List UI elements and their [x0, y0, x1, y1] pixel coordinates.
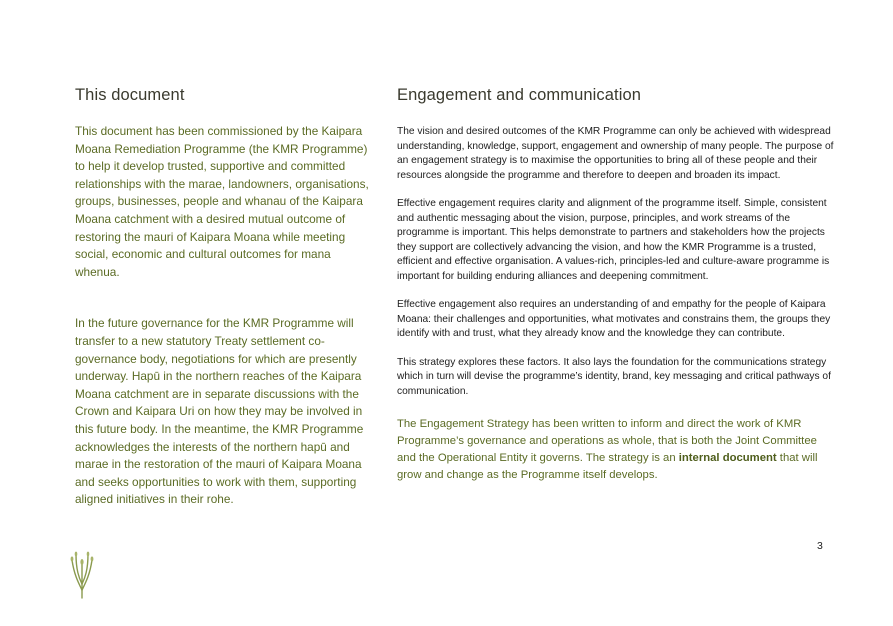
flax-plant-logo-icon	[68, 550, 96, 600]
closing-bold-text: internal document	[678, 452, 777, 464]
vision-paragraph: The vision and desired outcomes of the KMR Programme can only be achieved with widespread understanding, knowledge, support, engagement and ownership of many people. The purpose of an engagement strategy is to maximise the opportunities to bring all of these people and their resources alongside the programme and therefore to deepen and broaden its impact.	[397, 126, 834, 181]
closing-paragraph	[397, 416, 837, 484]
closing-text-start: The Engagement Strategy has been written to inform and direct the work of KMR Programme’s governance and operations as whole, that is both the Joint Committee and the Operational Entity it governs. The strategy is an	[397, 418, 817, 464]
this-document-heading: This document	[75, 86, 185, 104]
governance-paragraph: In the future governance for the KMR Programme will transfer to a new statutory Treaty settlement co-governance body, negotiations for which are presently underway. Hapū in the northern reaches of the Kaipara Moana catchment are in separate discussions with the Crown and Kaipara Uri on how they may be involved in this future body. In the meantime, the KMR Programme acknowledges the interests of the northern hapū and marae in the restoration of the mauri of Kaipara Moana and seeks opportunities to work with them, supporting aligned initiatives in their rohe.	[75, 316, 364, 507]
commission-paragraph: This document has been commissioned by the Kaipara Moana Remediation Programme (the KMR Programme) to help it develop trusted, supportive and committed relationships with the marae, landowners, organisations, groups, businesses, people and whanau of the Kaipara Moana catchment with a desired mutual outcome of restoring the mauri of Kaipara Moana while meeting social, economic and cultural outcomes for mana whenua.	[75, 124, 369, 279]
engagement-heading: Engagement and communication	[397, 86, 642, 104]
empathy-paragraph: Effective engagement also requires an understanding of and empathy for the people of Kaipara Moana: their challenges and opportunities, what motivates and constrains them, the groups they identify with and trust, what they already know and the knowledge they can contribute.	[397, 299, 831, 339]
page-number: 3	[817, 540, 823, 552]
foundation-paragraph: This strategy explores these factors. It also lays the foundation for the communications strategy which in turn will devise the programme’s identity, brand, key messaging and critical pathways of communication.	[397, 356, 831, 397]
clarity-paragraph: Effective engagement requires clarity and alignment of the programme itself. Simple, consistent and authentic messaging about the vision, purpose, principles, and work streams of the programme is important. This helps demonstrate to partners and stakeholders how the projects they support are collectively advancing the vision, and how the KMR Programme is a trusted, efficient and effective organisation. A values-rich, principles-led and culture-aware programme is important for building enduring alliances and deepening commitment.	[397, 198, 830, 282]
closing-text-end: that will grow and change as the Programme itself develops.	[397, 452, 818, 481]
left-column	[75, 86, 375, 509]
right-column	[397, 86, 837, 484]
